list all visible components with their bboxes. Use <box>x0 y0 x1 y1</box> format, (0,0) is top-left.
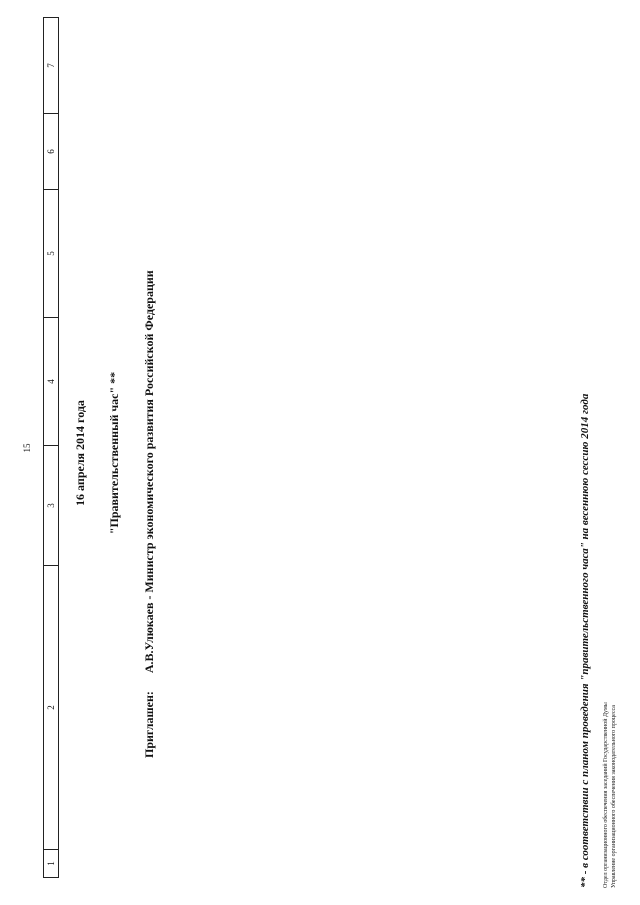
invited-line <box>142 270 157 758</box>
invited-label: Приглашен: <box>142 691 156 758</box>
column-number-cell: 1 <box>44 850 59 878</box>
department-line-1: Отдел организационного обеспечения заседаний Государственной Думы <box>603 702 609 888</box>
page-number: 15 <box>22 443 32 453</box>
footnote: ** - в соответствии с планом проведения "правительственного часа" на весеннюю сессию 2014 года <box>579 393 591 888</box>
session-date: 16 апреля 2014 года <box>73 400 87 506</box>
column-number-cell: 6 <box>44 114 59 190</box>
rotated-page <box>0 18 640 888</box>
column-number-cell: 5 <box>44 190 59 318</box>
column-number-cell: 4 <box>44 318 59 446</box>
table-row <box>44 18 59 878</box>
session-type: "Правительственный час" ** <box>107 371 121 535</box>
department-line-2: Управление организационного обеспечения законодательного процесса <box>611 705 617 888</box>
column-number-cell: 2 <box>44 566 59 850</box>
invited-name: А.В.Улюкаев - Министр экономического развития Российской Федерации <box>142 270 156 674</box>
column-number-cell: 7 <box>44 18 59 114</box>
column-number-cell: 3 <box>44 446 59 566</box>
column-number-table <box>43 17 59 878</box>
